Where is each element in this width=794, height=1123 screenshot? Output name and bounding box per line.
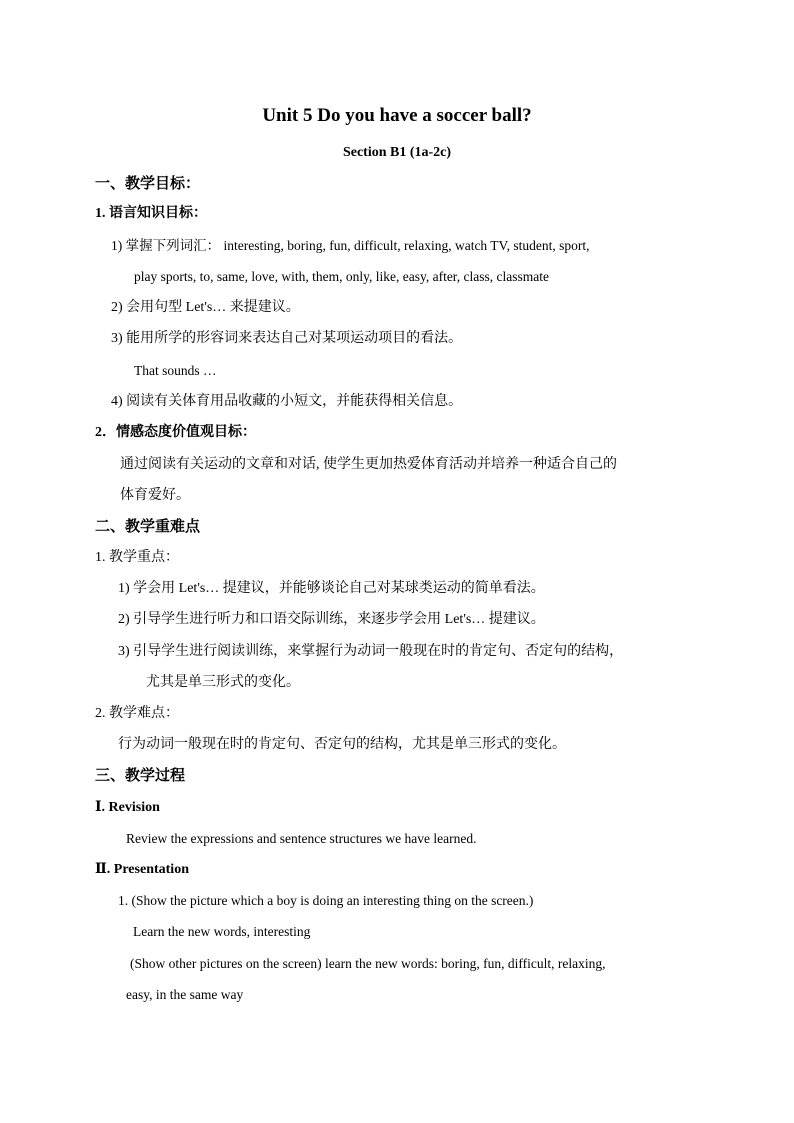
goal-item-3: 3) 能用所学的形容词来表达自己对某项运动项目的看法。 bbox=[111, 331, 463, 346]
goal-item-4: 4) 阅读有关体育用品收藏的小短文，并能获得相关信息。 bbox=[111, 394, 463, 409]
focus-item-1: 1) 学会用 Let's… 提建议，并能够谈论自己对某球类运动的简单看法。 bbox=[118, 581, 545, 596]
focus-item-3-line-2: 尤其是单三形式的变化。 bbox=[146, 675, 300, 690]
vocab-line-2: play sports, to, same, love, with, them, only, like, easy, after, class, classmate bbox=[134, 269, 549, 284]
goal-item-3-example: That sounds … bbox=[134, 363, 217, 378]
attitude-line-2: 体育爱好。 bbox=[120, 488, 190, 503]
goal-item-2: 2) 会用句型 Let's… 来提建议。 bbox=[111, 300, 300, 315]
presentation-item-3-line-1: (Show other pictures on the screen) learn the new words: boring, fun, difficult, relaxing, bbox=[130, 956, 606, 971]
heading-teaching-focus: 1. 教学重点： bbox=[95, 550, 179, 565]
heading-language-goals: 1. 语言知识目标： bbox=[95, 206, 207, 221]
heading-teaching-difficulty: 2. 教学难点： bbox=[95, 706, 179, 721]
presentation-item-2: Learn the new words, interesting bbox=[133, 924, 311, 939]
attitude-line-1: 通过阅读有关运动的文章和对话, 使学生更加热爱体育活动并培养一种适合自己的 bbox=[120, 457, 617, 472]
page-title: Unit 5 Do you have a soccer ball? bbox=[262, 105, 532, 126]
heading-teaching-process: 三、教学过程 bbox=[95, 768, 186, 784]
focus-item-2: 2) 引导学生进行听力和口语交际训练，来逐步学会用 Let's… 提建议。 bbox=[118, 612, 545, 627]
vocab-line-1: 1) 掌握下列词汇： interesting, boring, fun, difficult, relaxing, watch TV, student, sport, bbox=[111, 238, 590, 253]
heading-revision: Ⅰ. Revision bbox=[95, 800, 160, 815]
heading-key-points: 二、教学重难点 bbox=[95, 519, 201, 535]
heading-attitude-goals: 2．情感态度价值观目标： bbox=[95, 425, 256, 440]
presentation-item-1: 1. (Show the picture which a boy is doing an interesting thing on the screen.) bbox=[118, 893, 534, 908]
section-subtitle: Section B1 (1a-2c) bbox=[342, 145, 452, 160]
difficulty-item: 行为动词一般现在时的肯定句、否定句的结构，尤其是单三形式的变化。 bbox=[118, 737, 566, 752]
revision-line: Review the expressions and sentence structures we have learned. bbox=[126, 831, 477, 846]
presentation-item-3-line-2: easy, in the same way bbox=[126, 987, 244, 1002]
heading-teaching-goals: 一、教学目标： bbox=[95, 176, 201, 192]
heading-presentation: Ⅱ. Presentation bbox=[95, 862, 189, 877]
focus-item-3-line-1: 3) 引导学生进行阅读训练，来掌握行为动词一般现在时的肯定句、否定句的结构， bbox=[118, 644, 624, 659]
